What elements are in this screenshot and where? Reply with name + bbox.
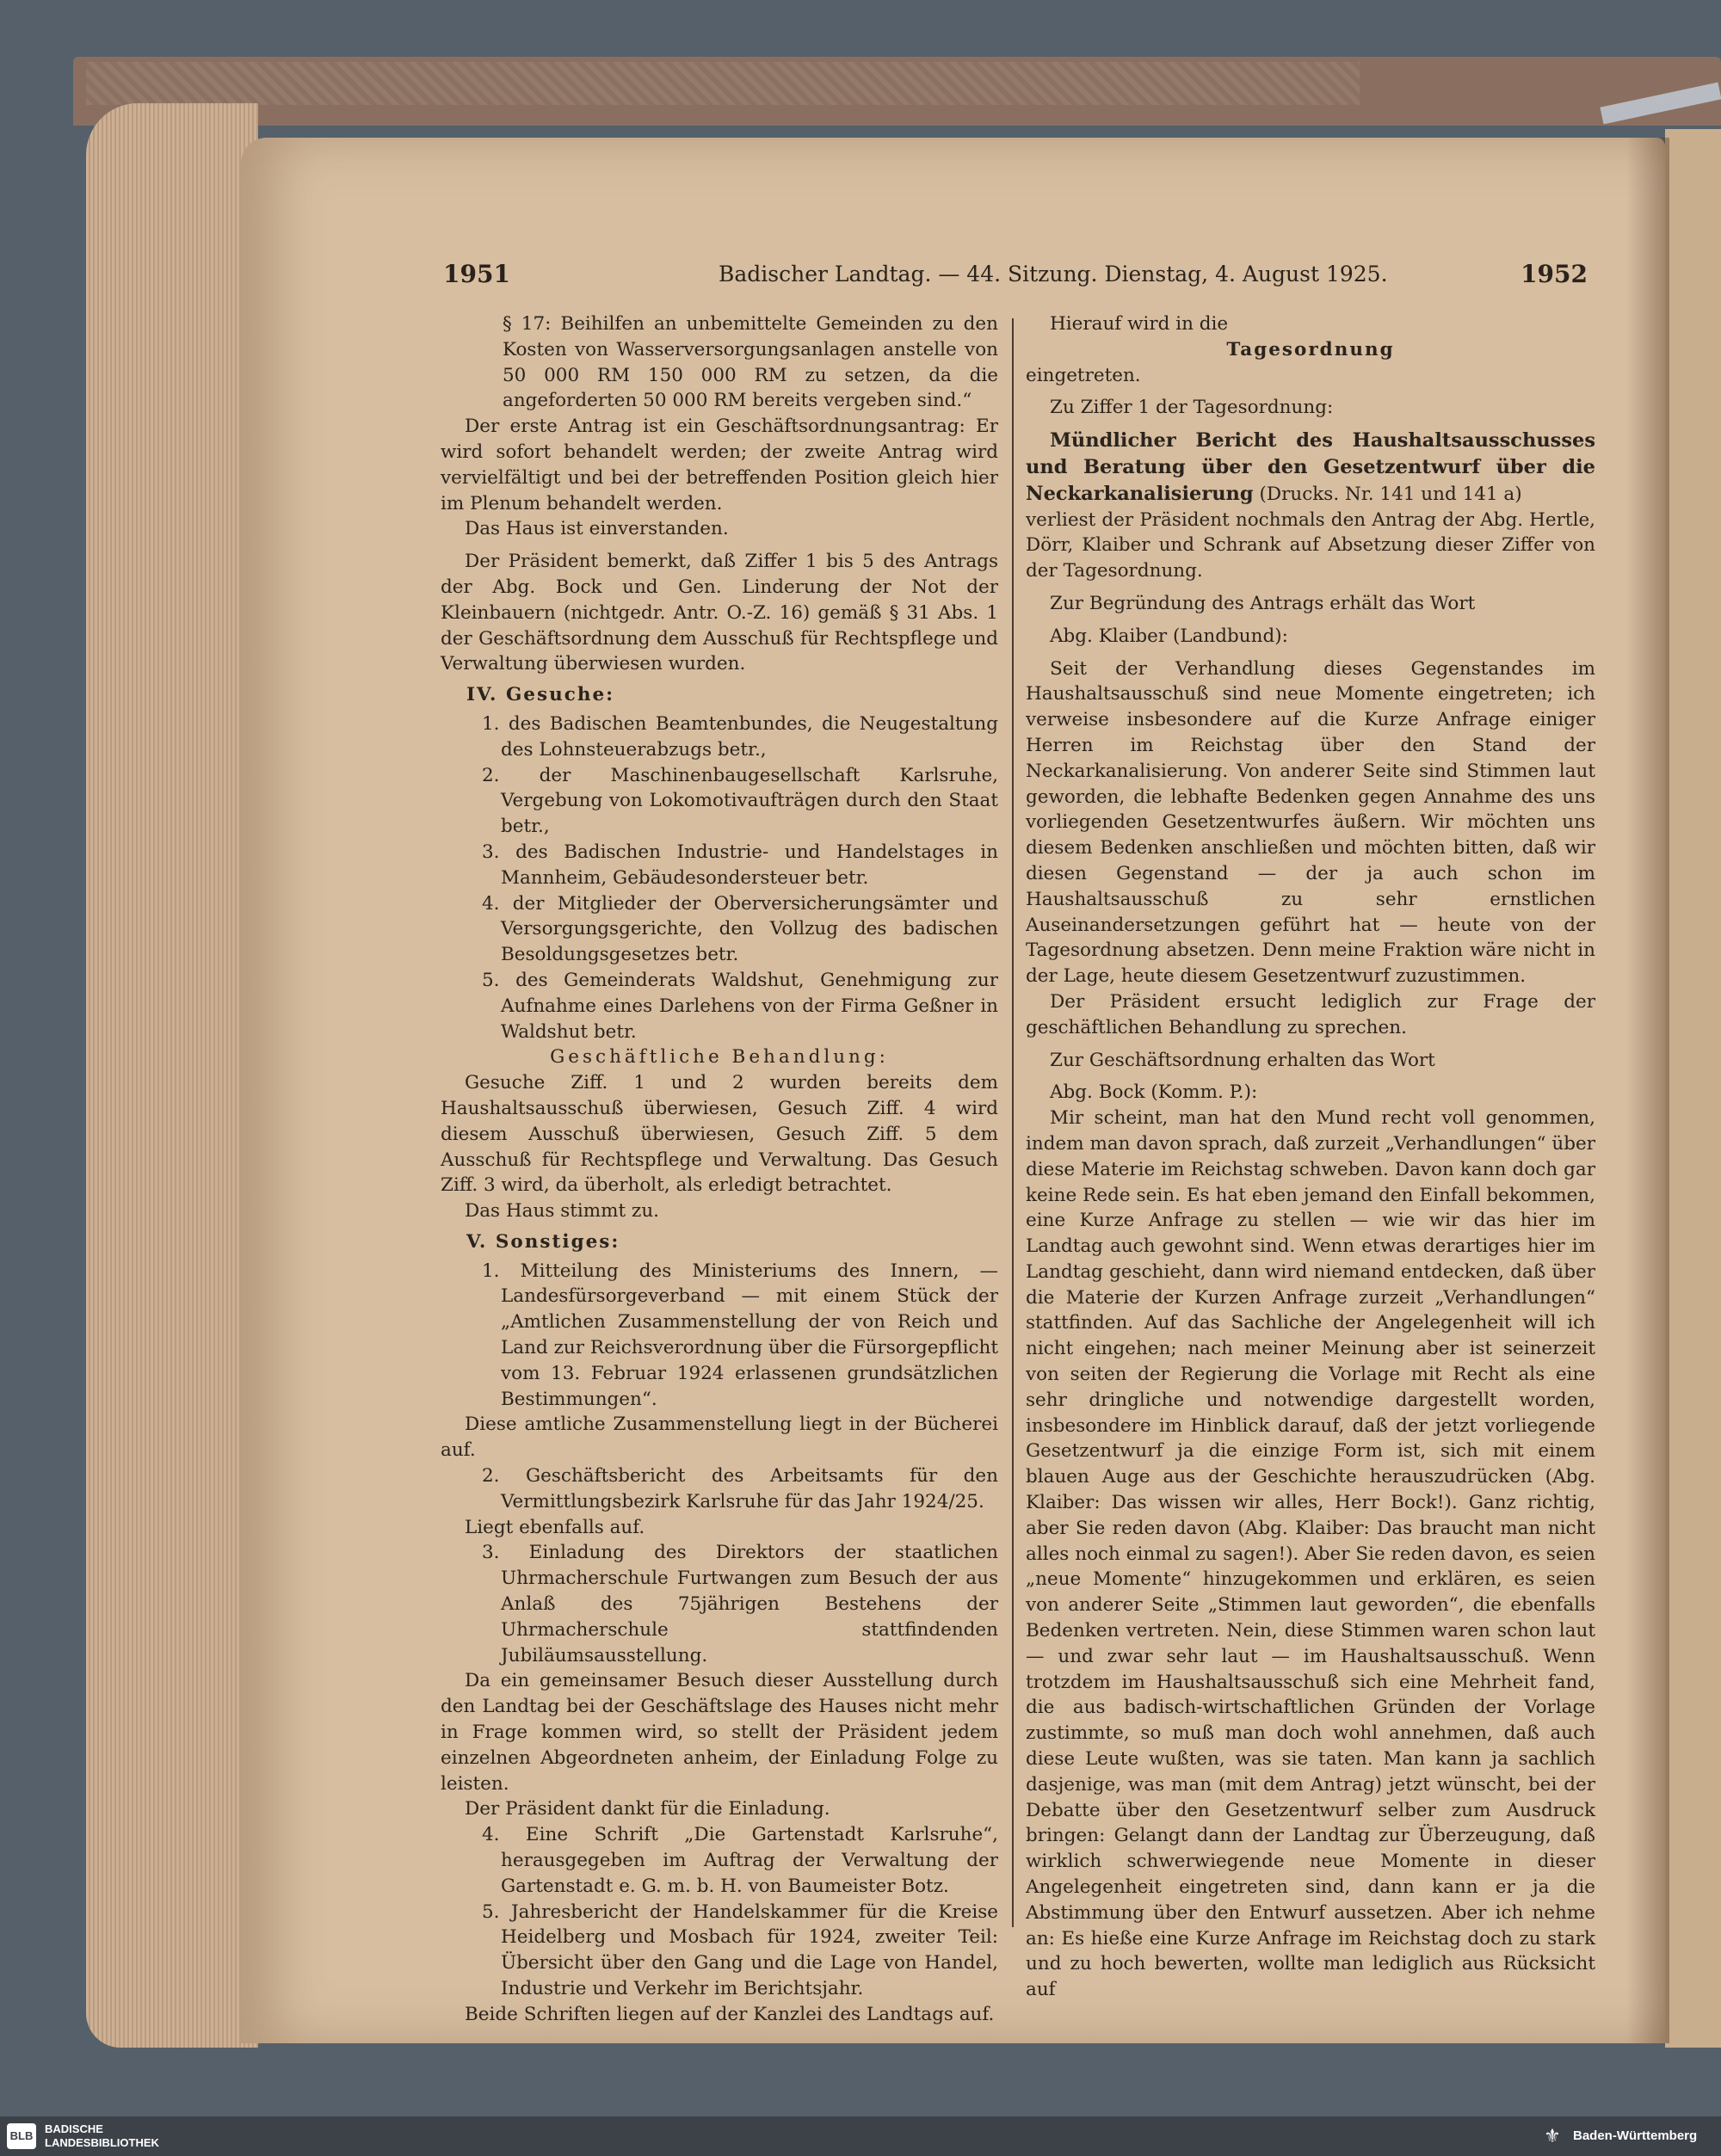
paragraph: Beide Schriften liegen auf der Kanzlei des Landtags auf.: [465, 2003, 995, 2025]
section-heading: V. Sonstiges:: [466, 1230, 620, 1253]
library-name: [45, 2122, 159, 2150]
list-item: 5. Jahresbericht der Handelskammer für die Kreise Heidelberg und Mosbach für 1924, zweiter Teil: Übersicht über den Gang und die Lage von Handel, Industrie und Verkehr im Berichtsjahr.: [482, 1900, 998, 1999]
item-title: [1026, 428, 1595, 507]
state-name: Baden-Württemberg: [1573, 2128, 1698, 2143]
paragraph: Der Präsident bemerkt, daß Ziffer 1 bis 5 des Antrags der Abg. Bock und Gen. Linderung der Not der Kleinbauern (nichtgedr. Antr. O.-Z. 16) gemäß § 31 Abs. 1 der Geschäftsordnung dem Ausschuß für Rechtspflege und Verwaltung überwiesen wurden.: [441, 551, 998, 675]
paragraph: Zu Ziffer 1 der Tagesordnung:: [1050, 397, 1334, 419]
paragraph: Mir scheint, man hat den Mund recht voll genommen, indem man davon sprach, daß zurzeit „Verhandlungen“ über diese Materie im Reichstag schweben. Davon kann doch gar keine Rede sein. Es hat eben jemand den Einfall bekommen, eine Kurze Anfrage zu stellen — wie wir das hier im Landtag auch gewohnt sind. Wenn etwas derartiges hier im Landtag geschieht, dann wird niemand entdecken, daß über die Materie der Kurzen Anfrage zurzeit „Verhandlungen“ stattfinden. Auf das Sachliche der Angelegenheit will ich nicht eingehen; nach meiner Meinung aber ist seinerzeit von seiten der Regierung die Vorlage mit Recht als eine sehr dringliche und notwendige dargestellt worden, insbesondere im Hinblick darauf, daß der jetzt vorliegende Gesetzentwurf ja die einzige Form ist, sich mit einem blauen Auge aus der Geschichte herauszudrücken (Abg. Klaiber: Das wissen wir alles, Herr Bock!). Ganz richtig, aber Sie reden davon (Abg. Klaiber: Das braucht man nicht alles noch einmal zu sagen!). Aber Sie reden davon, es seien „neue Momente“ hinzugekommen und erklären, es seien von anderer Seite „Stimmen laut geworden“, die ebenfalls Bedenken vertreten. Nein, diese Stimmen waren schon laut — und zwar sehr laut — im Haushaltsausschuß. Wenn trotzdem im Haushaltsausschuß sich eine Mehrheit fand, die aus badisch-wirtschaftlichen Gründen der Vorlage zustimmte, so muß man doch wohl annehmen, daß auch diese Leute wußten, was sie taten. Man kann ja sachlich dasjenige, was man (mit dem Antrag) jetzt wünscht, bei der Debatte über den Gesetzentwurf selber zum Ausdruck bringen: Gelangt dann der Landtag zur Überzeugung, daß wirklich schwerwiegende neue Momente in dieser Angelegenheit eingetreten sind, dann kann er ja die Abstimmung über den Entwurf aussetzen. Aber ich nehme an: Es hieße eine Kurze Anfrage im Reichstag doch zu stark und zu hoch bewerten, wollte man lediglich aus Rücksicht auf: [1026, 1107, 1595, 2001]
paragraph: Der Präsident dankt für die Einladung.: [465, 1798, 830, 1820]
coat-of-arms-icon: ⚜: [1544, 2125, 1561, 2147]
blb-logo: BLB: [7, 2123, 36, 2149]
library-name-line1: BADISCHE: [45, 2122, 103, 2135]
paragraph: § 17: Beihilfen an unbemittelte Gemeinden zu den Kosten von Wasserversorgungsanlagen anstelle von 50 000 RM 150 000 RM zu setzen, da die angeforderten 50 000 RM bereits vergeben sind.“: [503, 313, 998, 412]
binding-shadow: [1626, 138, 1669, 2043]
column-divider: [1012, 318, 1014, 1927]
list-item: 3. Einladung des Direktors der staatlichen Uhrmacherschule Furtwangen zum Besuch der aus Anlaß des 75jährigen Bestehens der Uhrmacherschule stattfindenden Jubiläumsausstellung.: [482, 1542, 998, 1666]
list-item: 4. der Mitglieder der Oberversicherungsämter und Versorgungsgerichte, den Vollzug des badischen Besoldungsgesetzes betr.: [482, 892, 998, 966]
page-header: [443, 260, 1588, 294]
agenda-heading: Tagesordnung: [1226, 338, 1395, 360]
speaker: Abg. Bock (Komm. P.):: [1050, 1081, 1258, 1104]
paragraph: Hierauf wird in die: [1050, 313, 1229, 335]
list-item: 3. des Badischen Industrie- und Handelstages in Mannheim, Gebäudesondersteuer betr.: [482, 841, 998, 889]
list-item: 2. der Maschinenbaugesellschaft Karlsruhe, Vergebung von Lokomotivaufträgen durch den Staat betr.,: [482, 764, 998, 838]
list-item: 1. Mitteilung des Ministeriums des Innern, — Landesfürsorgeverband — mit einem Stück der „Amtlichen Zusammenstellung der von Reich und Land zur Reichsverordnung über die Fürsorgepflicht vom 13. Februar 1924 erlassenen grundsätzlichen Bestimmungen“.: [482, 1260, 998, 1410]
paragraph: verliest der Präsident nochmals den Antrag der Abg. Hertle, Dörr, Klaiber und Schrank auf Absetzung dieser Ziffer von der Tagesordnung.: [1026, 508, 1595, 582]
paragraph: Das Haus ist einverstanden.: [465, 518, 729, 540]
paragraph: Gesuche Ziff. 1 und 2 wurden bereits dem Haushaltsausschuß überwiesen, Gesuch Ziff. 4 wird diesem Ausschuß überwiesen, Gesuch Ziff. 5 dem Ausschuß für Rechtspflege und Verwaltung. Das Gesuch Ziff. 3 wird, da überholt, als erledigt betrachtet.: [441, 1072, 998, 1197]
paragraph: Liegt ebenfalls auf.: [465, 1516, 645, 1538]
paragraph: Diese amtliche Zusammenstellung liegt in der Bücherei auf.: [441, 1414, 998, 1462]
paragraph: Seit der Verhandlung dieses Gegenstandes im Haushaltsausschuß sind neue Momente eingetreten; ich verweise insbesondere auf die Kurze Anfrage einiger Herren im Reichstag über den Stand der Neckarkanalisierung. Von anderer Seite sind Stimmen laut geworden, die lebhafte Bedenken gegen Annahme des uns vorliegenden Gesetzentwurfes äußern. Wir möchten uns diesem Bedenken anschließen und möchten bitten, daß wir diesen Gegenstand — der ja auch schon im Haushaltsausschuß zu sehr ernstlichen Auseinandersetzungen geführt hat — heute von der Tagesordnung absetzen. Denn meine Fraktion wäre nicht in der Lage, heute diesem Gesetzentwurf zuzustimmen.: [1026, 657, 1595, 988]
list-item: 1. des Badischen Beamtenbundes, die Neugestaltung des Lohnsteuerabzugs betr.,: [482, 712, 998, 761]
left-page-number: 1951: [443, 260, 510, 288]
item-title-reference: (Drucks. Nr. 141 und 141 a): [1259, 483, 1522, 505]
section-heading: IV. Gesuche:: [466, 684, 615, 706]
right-column: [1026, 311, 1595, 2003]
paragraph: Das Haus stimmt zu.: [465, 1200, 660, 1223]
list-item: 5. des Gemeinderats Waldshut, Genehmigung zur Aufnahme eines Darlehens von der Firma Geßner in Waldshut betr.: [482, 969, 998, 1043]
marbled-cover: [86, 62, 1360, 105]
paragraph: Da ein gemeinsamer Besuch dieser Ausstellung durch den Landtag bei der Geschäftslage des Hauses nicht mehr in Frage kommen wird, so stellt der Präsident jedem einzelnen Abgeordneten anheim, der Einladung Folge zu leisten.: [441, 1670, 998, 1795]
facing-page-edge: [1665, 129, 1721, 2048]
section-subheading: Geschäftliche Behandlung:: [550, 1046, 889, 1069]
paragraph: eingetreten.: [1026, 364, 1141, 386]
footer-bar: [0, 2116, 1721, 2156]
library-name-line2: LANDESBIBLIOTHEK: [45, 2136, 159, 2149]
item-title-text: Mündlicher Bericht des Haushaltsausschusses und Beratung über den Gesetzentwurf über die Neckarkanalisierung: [1026, 429, 1595, 505]
paragraph: Der Präsident ersucht lediglich zur Frage der geschäftlichen Behandlung zu sprechen.: [1026, 990, 1595, 1038]
list-item: 4. Eine Schrift „Die Gartenstadt Karlsruhe“, herausgegeben im Auftrag der Verwaltung der Gartenstadt e. G. m. b. H. von Baumeister Botz.: [482, 1824, 998, 1897]
paragraph: Zur Begründung des Antrags erhält das Wort: [1050, 592, 1476, 614]
speaker: Abg. Klaiber (Landbund):: [1050, 625, 1288, 647]
right-page-number: 1952: [1521, 260, 1588, 288]
list-item: 2. Geschäftsbericht des Arbeitsamts für den Vermittlungsbezirk Karlsruhe für das Jahr 1924/25.: [482, 1465, 998, 1512]
page-edges: [86, 103, 258, 2048]
paragraph: Der erste Antrag ist ein Geschäftsordnungsantrag: Er wird sofort behandelt werden; der zweite Antrag wird vervielfältigt und bei der betreffenden Position gleich hier im Plenum behandelt werden.: [441, 416, 998, 514]
running-head: Badischer Landtag. — 44. Sitzung. Dienstag, 4. August 1925.: [719, 262, 1388, 286]
paragraph: Zur Geschäftsordnung erhalten das Wort: [1050, 1049, 1435, 1071]
left-column: [441, 311, 998, 2028]
